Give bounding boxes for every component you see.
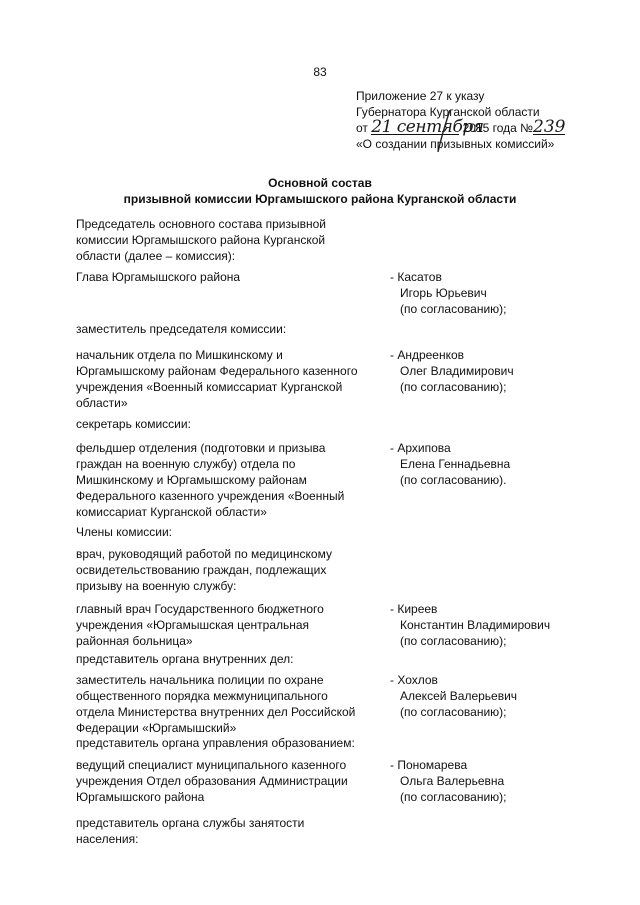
member-surname: - Архипова <box>390 441 451 455</box>
heading-line: комиссии Юргамышского района Курганской <box>76 233 326 247</box>
employment-heading <box>76 815 388 847</box>
member-name: Алексей Валерьевич <box>400 689 518 703</box>
handwritten-date: 21 сентября <box>371 117 484 137</box>
position-line: ведущий специалист муниципального казенного <box>76 758 347 772</box>
appendix-date-line <box>356 117 626 137</box>
member-note: (по согласованию); <box>400 634 507 648</box>
heading-line: Председатель основного состава призывной <box>76 217 327 231</box>
page-number: 83 <box>313 65 327 79</box>
position-line: граждан на военную службу) отдела по <box>76 457 296 471</box>
appendix-line-1: Приложение 27 к указу <box>356 89 485 103</box>
position-line: учреждения «Военный комиссариат Курганской <box>76 380 343 394</box>
date-prefix: от <box>356 121 368 135</box>
chairman-position: Глава Юргамышского района <box>76 270 241 284</box>
education-position <box>76 757 388 805</box>
police-heading: представитель органа внутренних дел: <box>76 652 294 666</box>
heading-line: населения: <box>76 832 139 846</box>
handwritten-number: 239 <box>533 117 566 137</box>
position-line: фельдшер отделения (подготовки и призыва <box>76 441 326 455</box>
year-text: 2015 года № <box>462 121 534 135</box>
deputy-position <box>76 347 388 411</box>
heading-line: представитель органа службы занятости <box>76 816 305 830</box>
position-line: начальник отдела по Мишкинскому и <box>76 348 283 362</box>
member-surname: - Киреев <box>390 602 438 616</box>
chairman-member <box>390 269 610 317</box>
members-heading: Члены комиссии: <box>76 525 173 539</box>
appendix-line-4: «О создании призывных комиссий» <box>356 137 555 151</box>
secretary-heading: секретарь комиссии: <box>76 417 191 431</box>
position-line: районная больница» <box>76 634 193 648</box>
position-line: Мишкинскому и Юргамышскому районам <box>76 473 307 487</box>
member-surname: - Пономарева <box>390 758 468 772</box>
education-member <box>390 757 610 805</box>
position-line: главный врач Государственного бюджетного <box>76 602 324 616</box>
position-line: общественного порядка межмуниципального <box>76 689 328 703</box>
secretary-position <box>76 440 388 520</box>
position-line: Федерации «Юргамышский» <box>76 721 237 735</box>
member-name: Елена Геннадьевна <box>400 457 511 471</box>
doctor-position <box>76 601 388 649</box>
heading-line: врач, руководящий работой по медицинскому <box>76 547 332 561</box>
title-line-1: Основной состав <box>268 176 372 190</box>
member-note: (по согласованию); <box>400 380 507 394</box>
police-member <box>390 672 610 720</box>
position-line: Юргамышского района <box>76 790 205 804</box>
member-name: Ольга Валерьевна <box>400 774 505 788</box>
appendix-line-2: Губернатора Курганской области <box>356 105 540 119</box>
title-line-2: призывной комиссии Юргамышского района Курганской области <box>123 192 517 206</box>
position-line: отдела Министерства внутренних дел Российской <box>76 705 356 719</box>
heading-line: освидетельствованию граждан, подлежащих <box>76 563 327 577</box>
member-name: Константин Владимирович <box>400 618 551 632</box>
police-position <box>76 672 388 736</box>
heading-line: области (далее – комиссия): <box>76 249 236 263</box>
position-line: учреждения Отдел образования Администрации <box>76 774 348 788</box>
member-note: (по согласованию); <box>400 705 507 719</box>
deputy-member <box>390 347 610 395</box>
member-surname: - Хохлов <box>390 673 438 687</box>
member-note: (по согласованию). <box>400 473 507 487</box>
signature-stroke <box>410 108 470 158</box>
member-name: Олег Владимирович <box>400 364 514 378</box>
position-line: заместитель начальника полиции по охране <box>76 673 324 687</box>
appendix-block <box>356 88 626 152</box>
position-line: комиссариат Курганской области» <box>76 505 267 519</box>
member-note: (по согласованию); <box>400 790 507 804</box>
position-line: области» <box>76 396 128 410</box>
doctor-heading <box>76 546 388 594</box>
position-line: Федерального казенного учреждения «Военный <box>76 489 345 503</box>
education-heading: представитель органа управления образованием: <box>76 736 355 750</box>
position-line: учреждения «Юргамышская центральная <box>76 618 310 632</box>
heading-line: призыву на военную службу: <box>76 579 237 593</box>
deputy-heading: заместитель председателя комиссии: <box>76 322 287 336</box>
member-surname: - Касатов <box>390 270 442 284</box>
member-surname: - Андреенков <box>390 348 465 362</box>
doctor-member <box>390 601 610 649</box>
position-line: Юргамышскому районам Федерального казенного <box>76 364 358 378</box>
member-name: Игорь Юрьевич <box>400 286 487 300</box>
member-note: (по согласованию); <box>400 302 507 316</box>
secretary-member <box>390 440 610 488</box>
